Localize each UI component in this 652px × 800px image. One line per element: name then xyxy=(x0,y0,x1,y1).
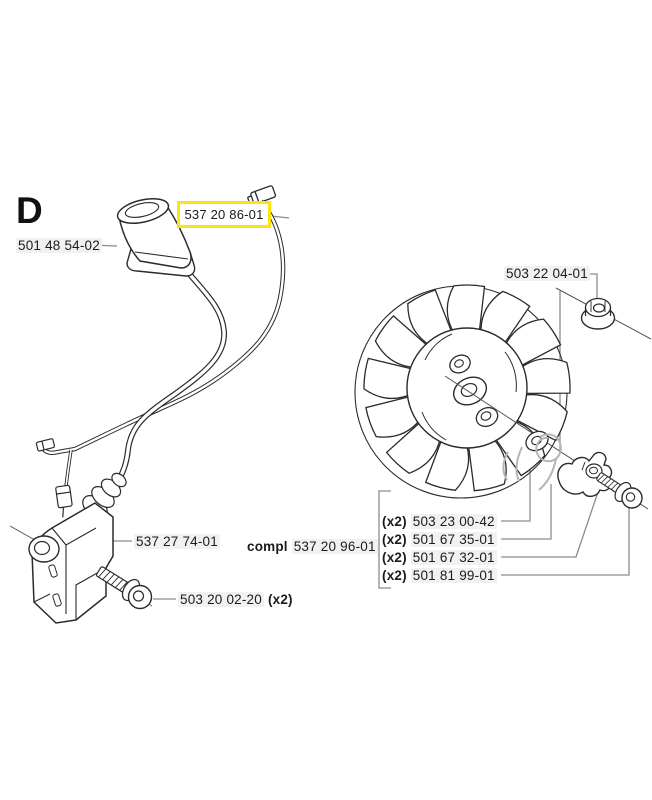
part-number-text: 501 67 32-01 xyxy=(412,550,495,565)
compl-prefix: compl xyxy=(247,539,288,554)
ignition-module-icon xyxy=(32,503,113,623)
label-pawl-kit-washer[interactable] xyxy=(382,514,497,529)
part-number-text: 537 20 96-01 xyxy=(293,539,376,554)
label-ignition-module[interactable] xyxy=(134,534,220,549)
ignition-lead-assembly xyxy=(36,185,283,523)
leader-kit-4 xyxy=(501,507,629,575)
part-number-text: 501 81 99-01 xyxy=(412,568,495,583)
module-mount-hole xyxy=(35,542,50,555)
label-pawl-kit-spring[interactable] xyxy=(382,532,497,547)
highlighted-part-number[interactable] xyxy=(177,201,271,228)
wire-connector-icon xyxy=(56,485,74,518)
flywheel-icon xyxy=(355,285,570,498)
label-flywheel-assembly[interactable] xyxy=(247,539,378,554)
part-number-text: 501 67 35-01 xyxy=(412,532,495,547)
leader-kit-2 xyxy=(501,484,551,539)
section-letter: D xyxy=(16,190,43,231)
spade-terminal-icon xyxy=(36,438,55,451)
label-spark-plug-boot[interactable] xyxy=(16,238,102,253)
ignition-module-group xyxy=(10,503,152,623)
label-module-screw[interactable] xyxy=(178,592,293,607)
part-number-text: 537 27 74-01 xyxy=(136,534,218,549)
quantity-text: (x2) xyxy=(382,532,407,547)
quantity-text: (x2) xyxy=(382,550,407,565)
label-pawl-kit-screw[interactable] xyxy=(382,568,497,583)
part-number-text: 537 20 86-01 xyxy=(184,207,264,222)
quantity-text: (x2) xyxy=(267,592,293,607)
part-number-text: 503 22 04-01 xyxy=(506,266,588,281)
label-pawl-kit-pawl[interactable] xyxy=(382,550,497,565)
part-number-text: 503 20 02-20 xyxy=(180,592,262,607)
part-number-text: 501 48 54-02 xyxy=(18,238,100,253)
ignition-lead-wire xyxy=(112,270,224,489)
leader-kit-3 xyxy=(501,492,598,557)
flywheel-nut-group xyxy=(556,288,651,339)
flywheel-fin xyxy=(447,285,484,333)
label-flywheel-nut[interactable] xyxy=(504,266,590,281)
quantity-text: (x2) xyxy=(382,568,407,583)
flywheel-nut-icon xyxy=(582,299,615,330)
quantity-text: (x2) xyxy=(382,514,407,529)
part-number-text: 503 23 00-42 xyxy=(412,514,495,529)
